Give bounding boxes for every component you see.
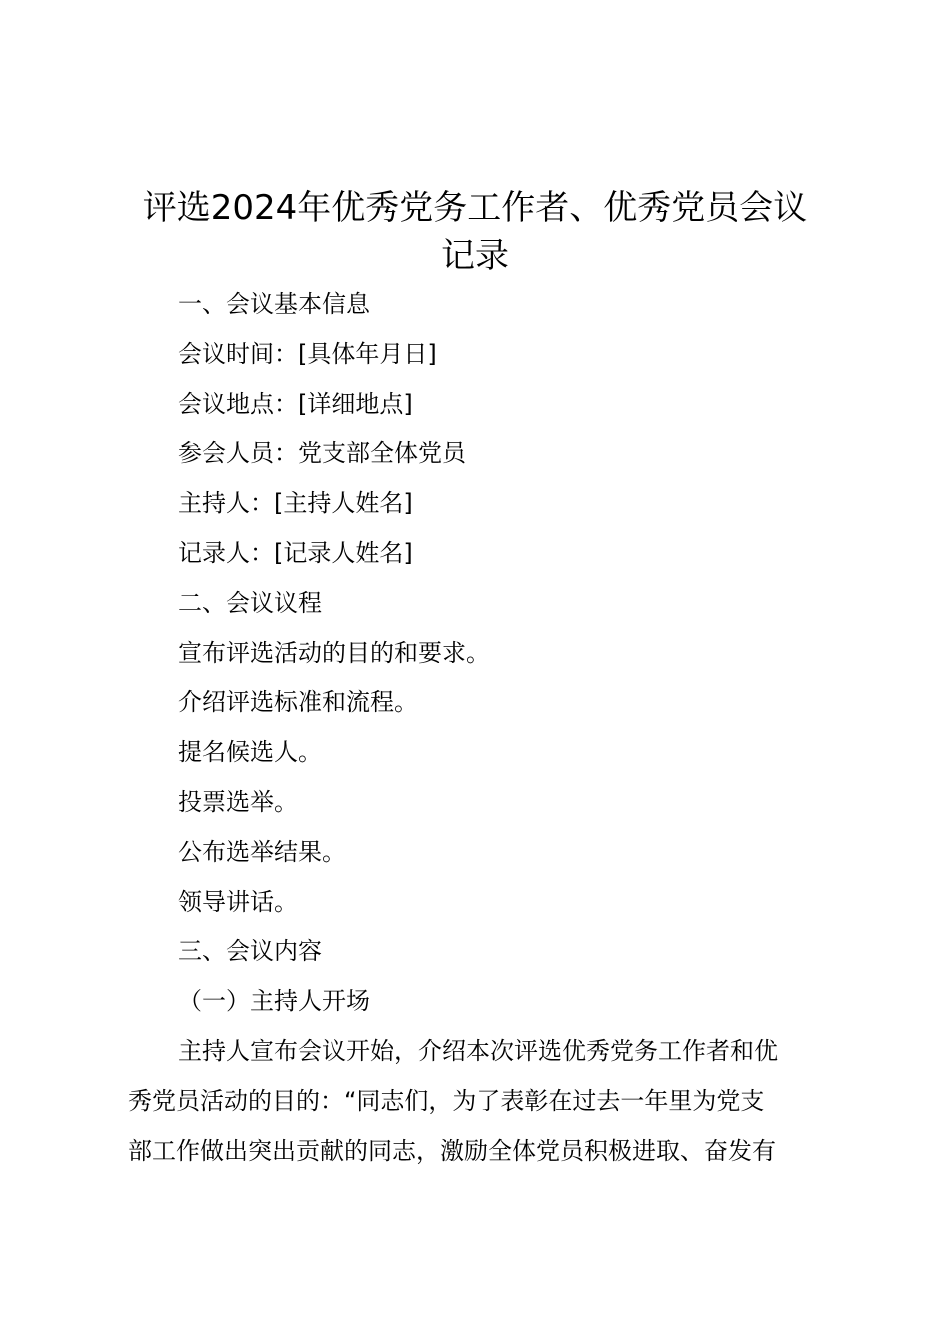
section-heading-agenda: 二、会议议程	[178, 589, 322, 617]
subsection-heading-opening: （一）主持人开场	[178, 987, 370, 1015]
host: 主持人：[主持人姓名]	[178, 489, 413, 517]
paragraph-line: 主持人宣布会议开始，介绍本次评选优秀党务工作者和优	[178, 1037, 778, 1065]
meeting-location: 会议地点：[详细地点]	[178, 390, 413, 418]
agenda-item: 公布选举结果。	[178, 838, 346, 866]
section-heading-basic-info: 一、会议基本信息	[178, 290, 370, 318]
attendees: 参会人员：党支部全体党员	[178, 439, 466, 467]
paragraph-line: 秀党员活动的目的：“同志们，为了表彰在过去一年里为党支	[128, 1087, 765, 1115]
document-title-line-1: 评选2024年优秀党务工作者、优秀党员会议	[142, 188, 808, 228]
agenda-item: 介绍评选标准和流程。	[178, 688, 418, 716]
agenda-item: 提名候选人。	[178, 738, 322, 766]
agenda-item: 宣布评选活动的目的和要求。	[178, 639, 490, 667]
recorder: 记录人：[记录人姓名]	[178, 539, 413, 567]
agenda-item: 投票选举。	[178, 788, 298, 816]
meeting-time: 会议时间：[具体年月日]	[178, 340, 437, 368]
document-title-line-2: 记录	[441, 236, 509, 276]
agenda-item: 领导讲话。	[178, 888, 298, 916]
section-heading-content: 三、会议内容	[178, 937, 322, 965]
paragraph-line: 部工作做出突出贡献的同志，激励全体党员积极进取、奋发有	[128, 1137, 776, 1165]
